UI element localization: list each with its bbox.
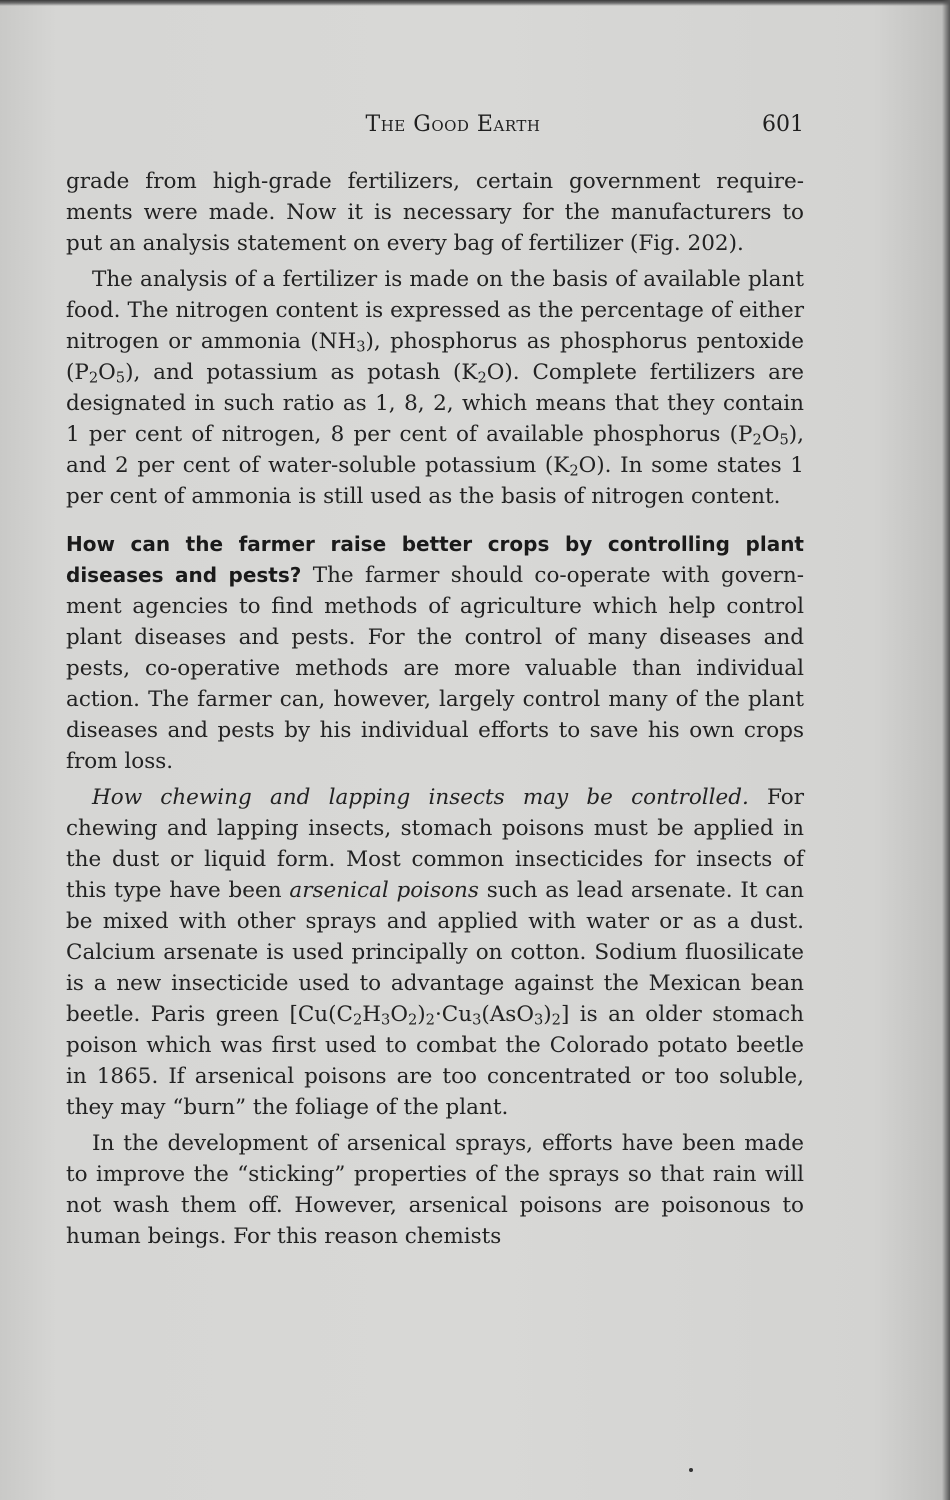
- subscript: 5: [115, 369, 126, 387]
- paragraph-4-text: H: [362, 1002, 382, 1027]
- subscript: 3: [356, 338, 366, 356]
- paragraph-4-text: For chewing and lapping insects, stomach poisons must be applied in the dust or liquid form. Most common insecticides for insects of this type have been: [66, 785, 804, 903]
- paragraph-1: [66, 166, 804, 259]
- subscript: 2: [569, 462, 579, 480]
- subscript: 3: [472, 1011, 482, 1029]
- paragraph-1-text: grade from high-grade fertilizers, certain government requirements were made. Now it is necessary for the manufacturers to put an analysis statement on every bag of fertilizer (Fig. 202).: [66, 169, 804, 256]
- paragraph-3-text: The farmer should co-operate with government agencies to find methods of agriculture which help control plant diseases and pests. For the control of many diseases and pests, co-operative methods are more valuable than individual action. The farmer can, however, largely control many of the plant diseases and pests by his individual efforts to save his own crops from loss.: [66, 563, 804, 774]
- paragraph-2-text: O: [761, 422, 780, 447]
- print-speck: [689, 1468, 693, 1472]
- paragraph-4-text: ] is an older stomach poison which was first used to combat the Colorado potato beetle in 1865. If arsenical poisons are too concentrated or too soluble, they may “burn” the foliage of the plant.: [66, 1002, 804, 1120]
- paragraph-4: [66, 782, 804, 1123]
- paragraph-2-text: O). Complete fertilizers are designated in such ratio as 1, 8, 2, which means that they contain 1 per cent of nitrogen, 8 per cent of available phosphorus (P: [66, 360, 804, 447]
- paragraph-4-text: O: [390, 1002, 408, 1027]
- emphasized-term: arsenical poisons: [289, 878, 479, 903]
- subscript: 3: [381, 1011, 391, 1029]
- body-text: [66, 166, 804, 1252]
- paragraph-2-text: O: [98, 360, 116, 385]
- paragraph-4-text: ): [543, 1002, 552, 1027]
- paragraph-2-text: ), and potassium as potash (K: [125, 360, 478, 385]
- paragraph-5-text: In the development of arsenical sprays, efforts have been made to improve the “sticking” properties of the sprays so that rain will not wash them off. However, arsenical poisons are poisonous to human beings. For this reason chemists: [66, 1131, 804, 1249]
- subscript: 2: [407, 1011, 418, 1029]
- subscript: 2: [551, 1011, 561, 1029]
- page-number: 601: [762, 112, 804, 137]
- subscript: 2: [477, 369, 487, 387]
- subscript: 2: [88, 369, 99, 387]
- subscript: 2: [425, 1011, 435, 1029]
- paragraph-3: [66, 529, 804, 777]
- paragraph-5: [66, 1128, 804, 1252]
- paragraph-2-text: ), and 2 per cent of water-soluble potassium (K: [66, 422, 804, 478]
- running-title: The Good Earth: [365, 112, 541, 137]
- paragraph-4-text: ): [417, 1002, 426, 1027]
- section-question-heading: How can the farmer raise better crops by controlling plant diseases and pests?: [66, 532, 804, 587]
- paragraph-2-text: O). In some states 1 per cent of ammonia is still used as the basis of nitrogen content.: [66, 453, 804, 509]
- subscript: 2: [352, 1011, 363, 1029]
- subsection-heading: How chewing and lapping insects may be controlled.: [92, 785, 749, 810]
- paragraph-4-text: (AsO: [481, 1002, 534, 1027]
- paragraph-2-text: The analysis of a fertilizer is made on the basis of available plant food. The nitrogen content is expressed as the percentage of either nitrogen or ammonia (NH: [66, 267, 804, 354]
- paragraph-4-text: ·Cu: [434, 1002, 473, 1027]
- paragraph-2-text: ), phosphorus as phosphorus pentoxide (P: [66, 329, 804, 385]
- paragraph-4-text: such as lead arsenate. It can be mixed with other sprays and applied with water or as a dust. Calcium arsenate is used principally on cotton. Sodium fluosilicate is a new insecticide used to advantage against the Mexican bean beetle. Paris green [Cu(C: [66, 878, 804, 1027]
- subscript: 2: [752, 431, 762, 449]
- subscript: 3: [533, 1011, 544, 1029]
- running-head: [66, 112, 804, 146]
- paragraph-2: [66, 264, 804, 512]
- subscript: 5: [779, 431, 789, 449]
